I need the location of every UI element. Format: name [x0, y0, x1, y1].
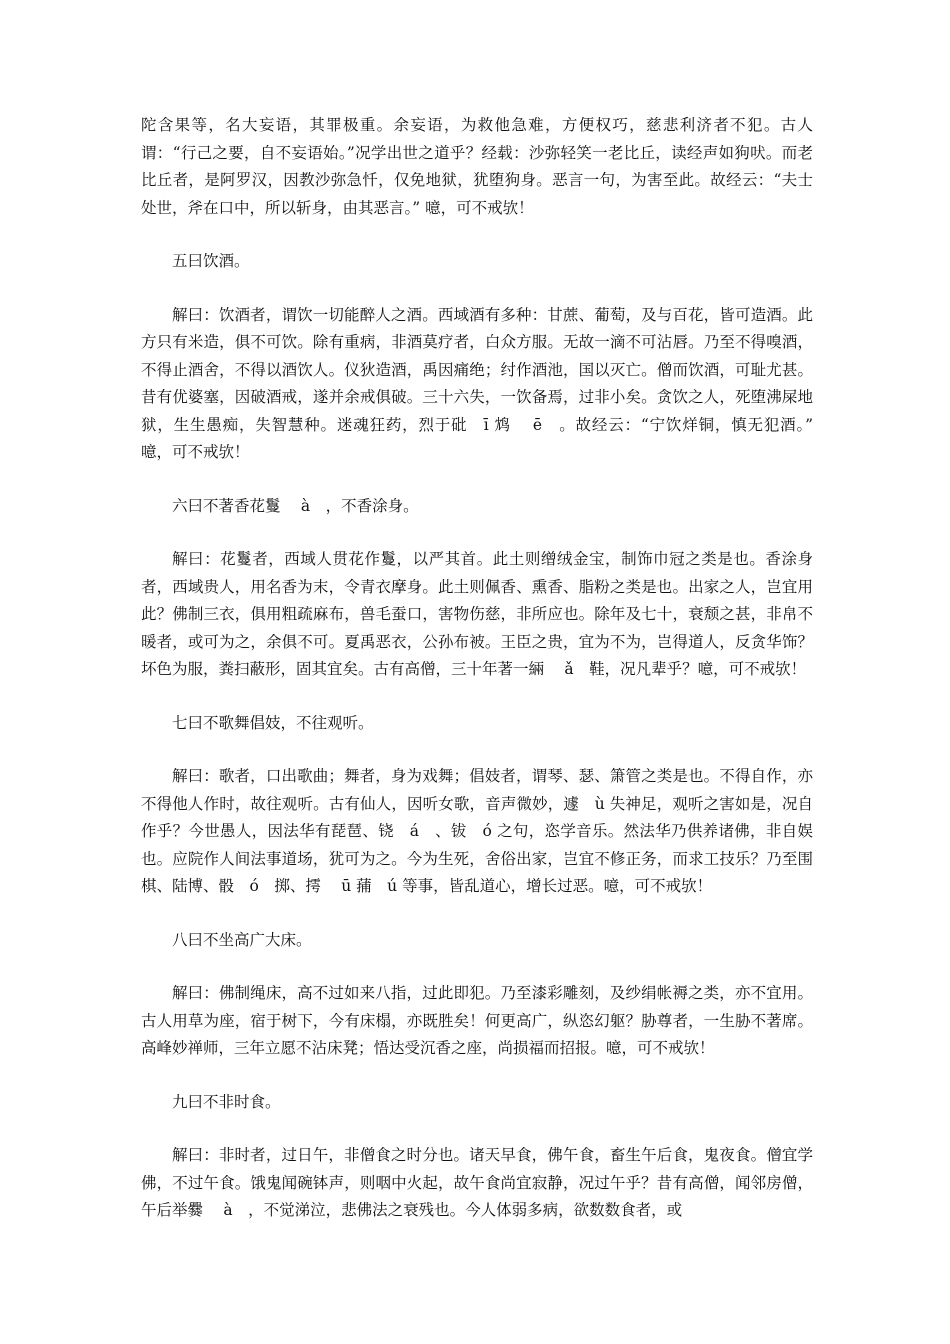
paragraph-precept-9-explanation: 解曰：非时者，过日午，非僧食之时分也。诸天早食，佛午食，畜生午后食，鬼夜食。僧宜学佛，不过午食。饿鬼闻碗钵声，则咽中火起，故午食尚宜寂静，况过午乎？昔有高僧，闻邻房僧，午后举爨 à ，不觉涕泣，悲佛法之衰残也。今人体弱多病，欲数数食者，或	[141, 1146, 813, 1219]
paragraph-precept-5-explanation: 解曰：饮酒者，谓饮一切能醉人之酒。西域酒有多种：甘蔗、葡萄，及与百花，皆可造酒。此方只有米造，俱不可饮。除有重病，非酒莫疗者，白众方服。无故一滴不可沾唇。乃至不得嗅酒，不得止酒舍，不得以酒饮人。仪狄造酒，禹因痛绝；纣作酒池，国以灭亡。僧而饮酒，可耻尤甚。昔有优婆塞，因破酒戒，遂并余戒俱破。三十六失，一饮备焉，过非小矣。贪饮之人，死堕沸屎地狱，生生愚痴，失智慧种。迷魂狂药，烈于砒 ī 鸩 ē 。故经云：“宁饮烊铜，慎无犯酒。” 噫，可不戒欤！	[141, 305, 813, 461]
precept-heading-6: 六曰不著香花鬘 à ，不香涂身。	[172, 496, 419, 515]
spacer	[141, 276, 813, 302]
spacer	[141, 520, 813, 546]
precept-heading-7: 七曰不歌舞倡妓，不往观听。	[172, 713, 374, 732]
precept-heading-5: 五曰饮酒。	[172, 252, 250, 270]
spacer	[141, 222, 813, 248]
document-page	[141, 112, 813, 1225]
paragraph-false-speech-end: 陀含果等，名大妄语，其罪极重。余妄语，为救他急难，方便权巧，慈悲利济者不犯。古人谓：“行己之要，自不妄语始。”况学出世之道乎？经载：沙弥轻笑一老比丘，读经声如狗吠。而老比丘者，是阿罗汉，因教沙弥急忏，仅免地狱，犹堕狗身。恶言一句，为害至此。故经云：“夫士处世，斧在口中，所以斩身，由其恶言。” 噫，可不戒欤！	[141, 116, 813, 217]
spacer	[141, 684, 813, 710]
spacer	[141, 467, 813, 493]
spacer	[141, 954, 813, 980]
spacer	[141, 901, 813, 927]
paragraph-precept-8-explanation: 解曰：佛制绳床，高不过如来八指，过此即犯。乃至漆彩雕刻，及纱绢帐褥之类，亦不宜用。古人用草为座，宿于树下，今有床榻，亦既胜矣！何更高广，纵恣幻躯？胁尊者，一生胁不著席。高峰妙禅师，三年立愿不沾床凳；悟达受沉香之座，尚损福而招报。噫，可不戒欤！	[141, 984, 813, 1057]
spacer	[141, 737, 813, 763]
paragraph-precept-6-explanation: 解曰：花鬘者，西域人贯花作鬘，以严其首。此土则缯绒金宝，制饰巾冠之类是也。香涂身者，西域贵人，用名香为末，令青衣摩身。此土则佩香、熏香、脂粉之类是也。出家之人，岂宜用此？佛制三衣，俱用粗疏麻布，兽毛蚕口，害物伤慈，非所应也。除年及七十，衰颓之甚，非帛不暖者，或可为之，余俱不可。夏禹恶衣，公孙布被。王臣之贵，宜为不为，岂得道人，反贪华饰？坏色为服，粪扫蔽形，固其宜矣。古有高僧，三十年著一緉 ǎ 鞋，况凡辈乎？噫，可不戒欤！	[141, 550, 813, 678]
precept-heading-9: 九曰不非时食。	[172, 1092, 281, 1111]
paragraph-precept-7-explanation: 解曰：歌者，口出歌曲；舞者，身为戏舞；倡妓者，谓琴、瑟、箫管之类是也。不得自作，亦不得他人作时，故往观听。古有仙人，因听女歌，音声微妙，遽 ù 失神足，观听之害如是，况自作乎？今世愚人，因法华有琵琶、铙 á 、钹 ó 之句，恣学音乐。然法华乃供养诸佛，非自娱也。应院作人间法事道场，犹可为之。今为生死，舍俗出家，岂宜不修正务，而求工技乐？乃至围棋、陆博、骰 ó 掷、摴 ū 蒱 ú 等事，皆乱道心，增长过恶。噫，可不戒欤！	[141, 767, 813, 895]
spacer	[141, 1063, 813, 1089]
spacer	[141, 1116, 813, 1142]
precept-heading-8: 八曰不坐高广大床。	[172, 930, 312, 949]
